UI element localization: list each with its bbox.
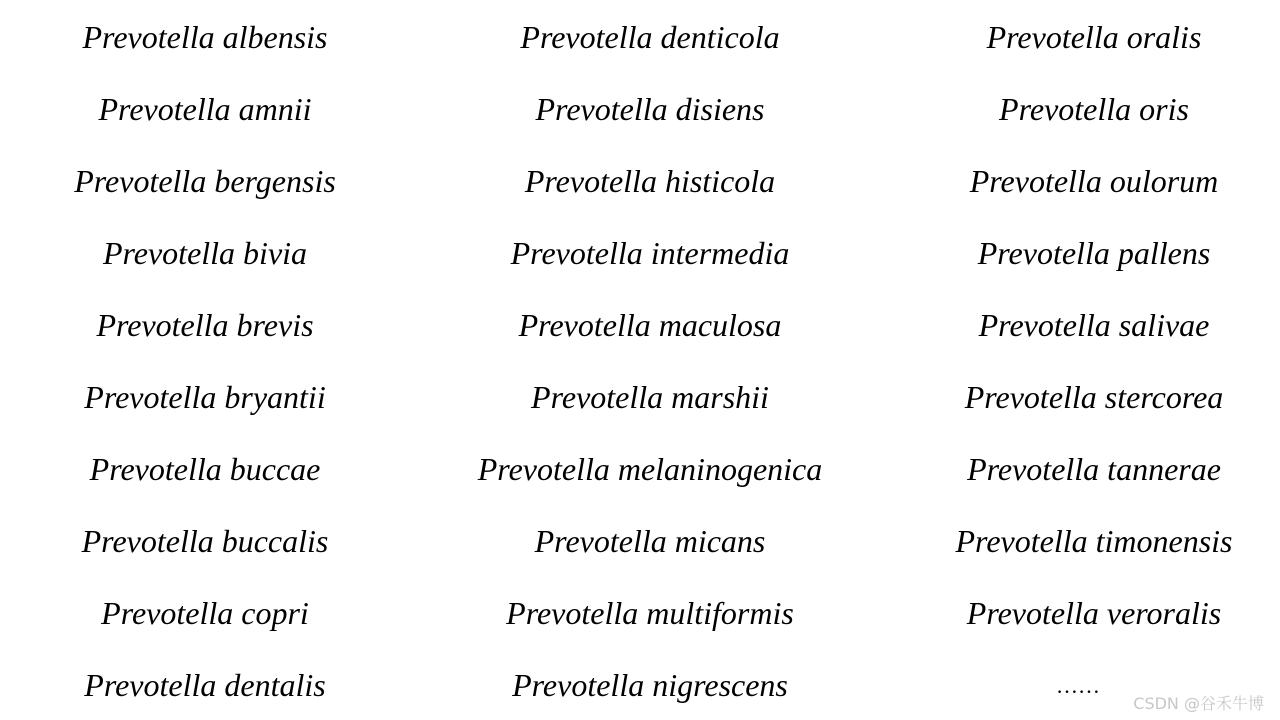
species-name: Prevotella albensis [82, 19, 328, 55]
species-name: Prevotella amnii [98, 91, 312, 127]
species-name: Prevotella histicola [524, 163, 776, 199]
species-name: Prevotella stercorea [964, 379, 1224, 415]
species-name: Prevotella pallens [977, 235, 1211, 271]
species-name: Prevotella disiens [535, 91, 765, 127]
species-name: Prevotella brevis [96, 307, 314, 343]
species-name: Prevotella marshii [531, 379, 769, 415]
species-name: Prevotella intermedia [510, 235, 790, 271]
species-name: Prevotella tannerae [967, 451, 1221, 487]
species-name: Prevotella oris [999, 91, 1189, 127]
species-name: Prevotella micans [534, 523, 766, 559]
species-name: Prevotella bryantii [84, 379, 326, 415]
species-name: Prevotella bivia [102, 235, 308, 271]
species-name: Prevotella denticola [520, 19, 780, 55]
species-name: Prevotella salivae [978, 307, 1210, 343]
continuation-ellipsis: …… [1056, 673, 1100, 698]
species-name: Prevotella melaninogenica [477, 451, 823, 487]
species-name: Prevotella buccalis [81, 523, 329, 559]
species-name: Prevotella maculosa [518, 307, 782, 343]
species-name: Prevotella oulorum [969, 163, 1219, 199]
species-name: Prevotella dentalis [84, 667, 326, 703]
species-name: Prevotella veroralis [966, 595, 1222, 631]
species-name: Prevotella nigrescens [512, 667, 788, 703]
species-name: Prevotella oralis [986, 19, 1202, 55]
species-name: Prevotella timonensis [955, 523, 1233, 559]
watermark: CSDN @谷禾牛博 [1133, 694, 1264, 713]
species-name: Prevotella bergensis [74, 163, 336, 199]
species-name: Prevotella multiformis [506, 595, 794, 631]
species-name: Prevotella buccae [89, 451, 321, 487]
species-name: Prevotella copri [101, 595, 309, 631]
